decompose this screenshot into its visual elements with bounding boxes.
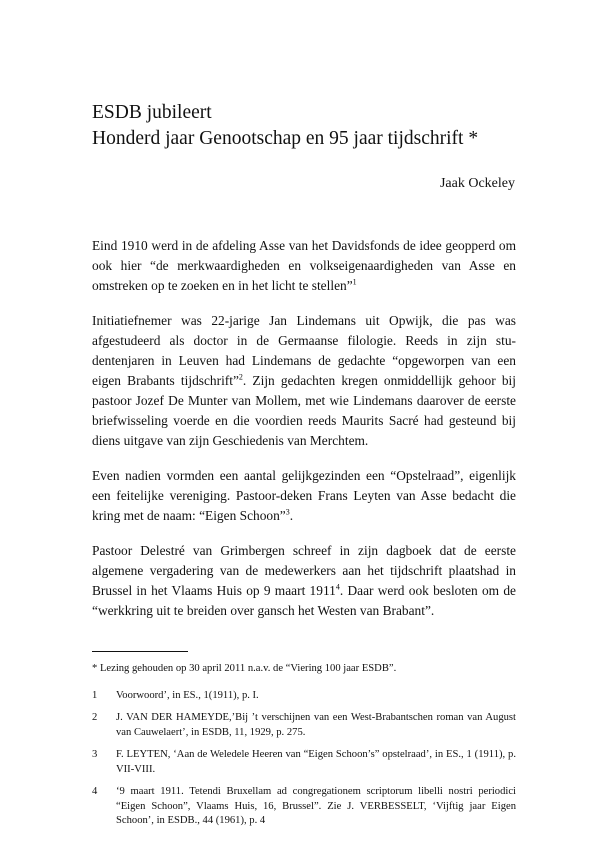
paragraph-3-text-b: . [289, 508, 294, 523]
footnote-divider [92, 651, 188, 652]
paragraph-4 [92, 541, 516, 621]
title-line-2: Honderd jaar Genootschap en 95 jaar tijdschrift * [92, 128, 479, 149]
paragraph-4-text-a: Pastoor Delestré van Grimbergen schreef in zijn dagboek dat de eerste algemene vergadering van de medewerkers aan het tijdschrift plaatshad in Brussel in het Vlaams Huis op 9 maart 1911 [92, 543, 516, 598]
footnote-text: J. VAN DER HAMEYDE,’Bij ’t verschijnen van een West-Brabantschen roman van August van Cauwelaert’, in ESDB, 11, 1929, p. 275. [116, 712, 516, 738]
footnote-number: 4 [92, 786, 98, 797]
footnote-number: 3 [92, 749, 98, 760]
article-title [92, 100, 532, 152]
footnote-text: F. LEYTEN, ‘Aan de Weledele Heeren van “Eigen Schoon’s” opstelraad’, in ES., 1 (1911), p. VII-VIII. [116, 749, 516, 775]
footnote-3 [92, 748, 516, 777]
author-name: Jaak Ockeley [439, 176, 515, 191]
footnote-ref-3: 3 [285, 507, 290, 517]
footnote-star: * Lezing gehouden op 30 april 2011 n.a.v. de “Viering 100 jaar ESDB”. [92, 663, 397, 674]
paragraph-2 [92, 311, 516, 451]
paragraph-2-text-a: Initiatiefnemer was 22-jarige Jan Lindemans uit Opwijk, die pas was afgestudeerd als doctor in de Germaanse filologie. Reeds in zijn studentenjaren in Leuven had Lindemans de gedachte “opgeworpen van een eigen Brabants tijdschrift” [92, 313, 516, 388]
footnote-1 [92, 689, 516, 704]
footnote-ref-4: 4 [335, 582, 340, 592]
paragraph-3-text-a: Even nadien vormden een aantal gelijkgezinden een “Opstelraad”, eigenlijk een feitelijke vereniging. Pastoor-deken Frans Leyten van Asse bedacht die kring met de naam: “Eigen Schoon” [92, 468, 516, 523]
footnote-number: 2 [92, 712, 98, 723]
footnote-ref-1: 1 [352, 277, 357, 287]
footnotes-section [92, 662, 516, 837]
footnote-2 [92, 711, 516, 740]
paragraph-2-text-b: . Zijn gedachten kregen onmiddellijk gehoor bij pastoor Jozef De Munter van Mollem, met wie Lindemans daarover de eerste briefwisseling voerde en die voordien reeds Maurits Sacré had gesteund bij diens uitgave van zijn Geschiedenis van Merchtem. [92, 373, 516, 448]
footnote-text: Voorwoord’, in ES., 1(1911), p. I. [116, 689, 259, 701]
title-line-1: ESDB jubileert [92, 102, 212, 123]
footnote-number: 1 [92, 689, 98, 701]
paragraph-4-text-b: . Daar werd ook besloten om de “werkkring uit te breiden over gansch het Westen van Brabant”. [92, 583, 516, 618]
paragraph-1-text: Eind 1910 werd in de afdeling Asse van het Davidsfonds de idee geopperd om ook hier “de merkwaardigheden en volkseigenaardigheden van Asse en omstreken op te zoeken en in het licht te stellen” [92, 238, 516, 293]
footnote-4 [92, 785, 516, 829]
paragraph-3 [92, 466, 516, 526]
footnote-text: ‘9 maart 1911. Tetendi Bruxellam ad congregationem scriptorum libelli nostri periodici “Eigen Schoon”, Vlaams Huis, 16, Brussel”. Zie J. VERBESSELT, ‘Vijftig jaar Eigen Schoon’, in ESDB., 44 (1961), p. 4 [116, 786, 516, 826]
article-body [92, 236, 516, 636]
paragraph-1 [92, 236, 516, 296]
footnote-ref-2: 2 [238, 372, 243, 382]
